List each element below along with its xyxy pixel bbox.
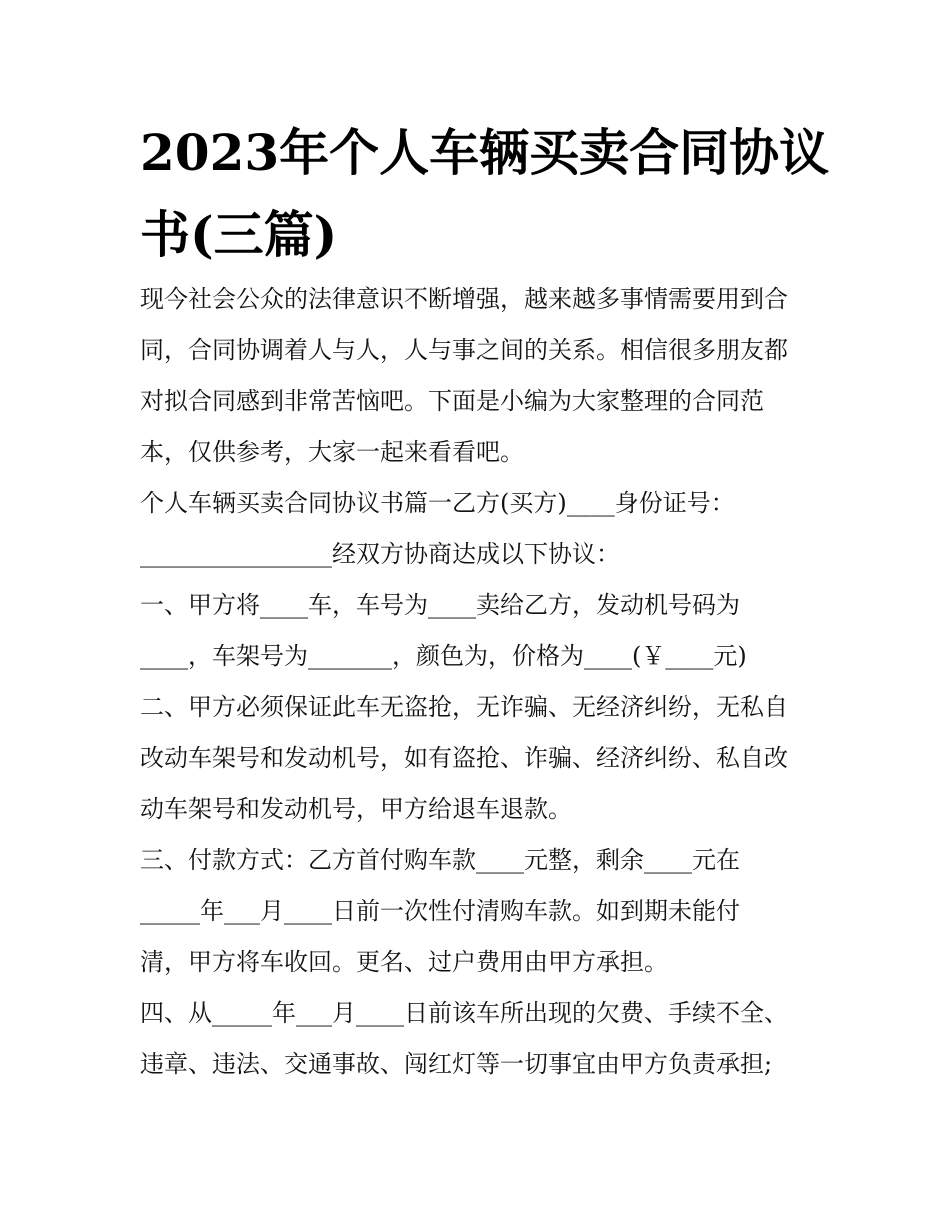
clause-line: ____，车架号为_______，颜色为，价格为____(￥____元) xyxy=(140,642,747,670)
title-line: 书(三篇) xyxy=(140,205,338,264)
paragraph-line: 本，仅供参考，大家一起来看看吧。 xyxy=(140,438,524,466)
clause-line: 二、甲方必须保证此车无盗抢，无诈骗、无经济纠纷，无私自 xyxy=(140,693,788,721)
paragraph-line: ________________经双方协商达成以下协议： xyxy=(140,540,620,568)
paragraph-line: 同，合同协调着人与人，人与事之间的关系。相信很多朋友都 xyxy=(140,336,788,364)
document-body xyxy=(140,274,820,1090)
title-line: 2023年个人车辆买卖合同协议 xyxy=(140,123,830,182)
paragraph-line: 对拟合同感到非常苦恼吧。下面是小编为大家整理的合同范 xyxy=(140,387,764,415)
clause-line: 清，甲方将车收回。更名、过户费用由甲方承担。 xyxy=(140,948,668,976)
document-title xyxy=(140,112,830,276)
paragraph-line: 现今社会公众的法律意识不断增强，越来越多事情需要用到合 xyxy=(140,285,788,313)
clause-line: 三、付款方式：乙方首付购车款____元整，剩余____元在 xyxy=(140,846,740,874)
clause-line: 动车架号和发动机号，甲方给退车退款。 xyxy=(140,795,572,823)
clause-line: 一、甲方将____车，车号为____卖给乙方，发动机号码为 xyxy=(140,591,740,619)
paragraph-line: 个人车辆买卖合同协议书篇一乙方(买方)____身份证号： xyxy=(140,489,735,517)
clause-line: 改动车架号和发动机号，如有盗抢、诈骗、经济纠纷、私自改 xyxy=(140,744,788,772)
clause-line: 四、从_____年___月____日前该车所出现的欠费、手续不全、 xyxy=(140,999,788,1027)
clause-line: _____年___月____日前一次性付清购车款。如到期未能付 xyxy=(140,897,740,925)
clause-line: 违章、违法、交通事故、闯红灯等一切事宜由甲方负责承担; xyxy=(140,1050,773,1078)
